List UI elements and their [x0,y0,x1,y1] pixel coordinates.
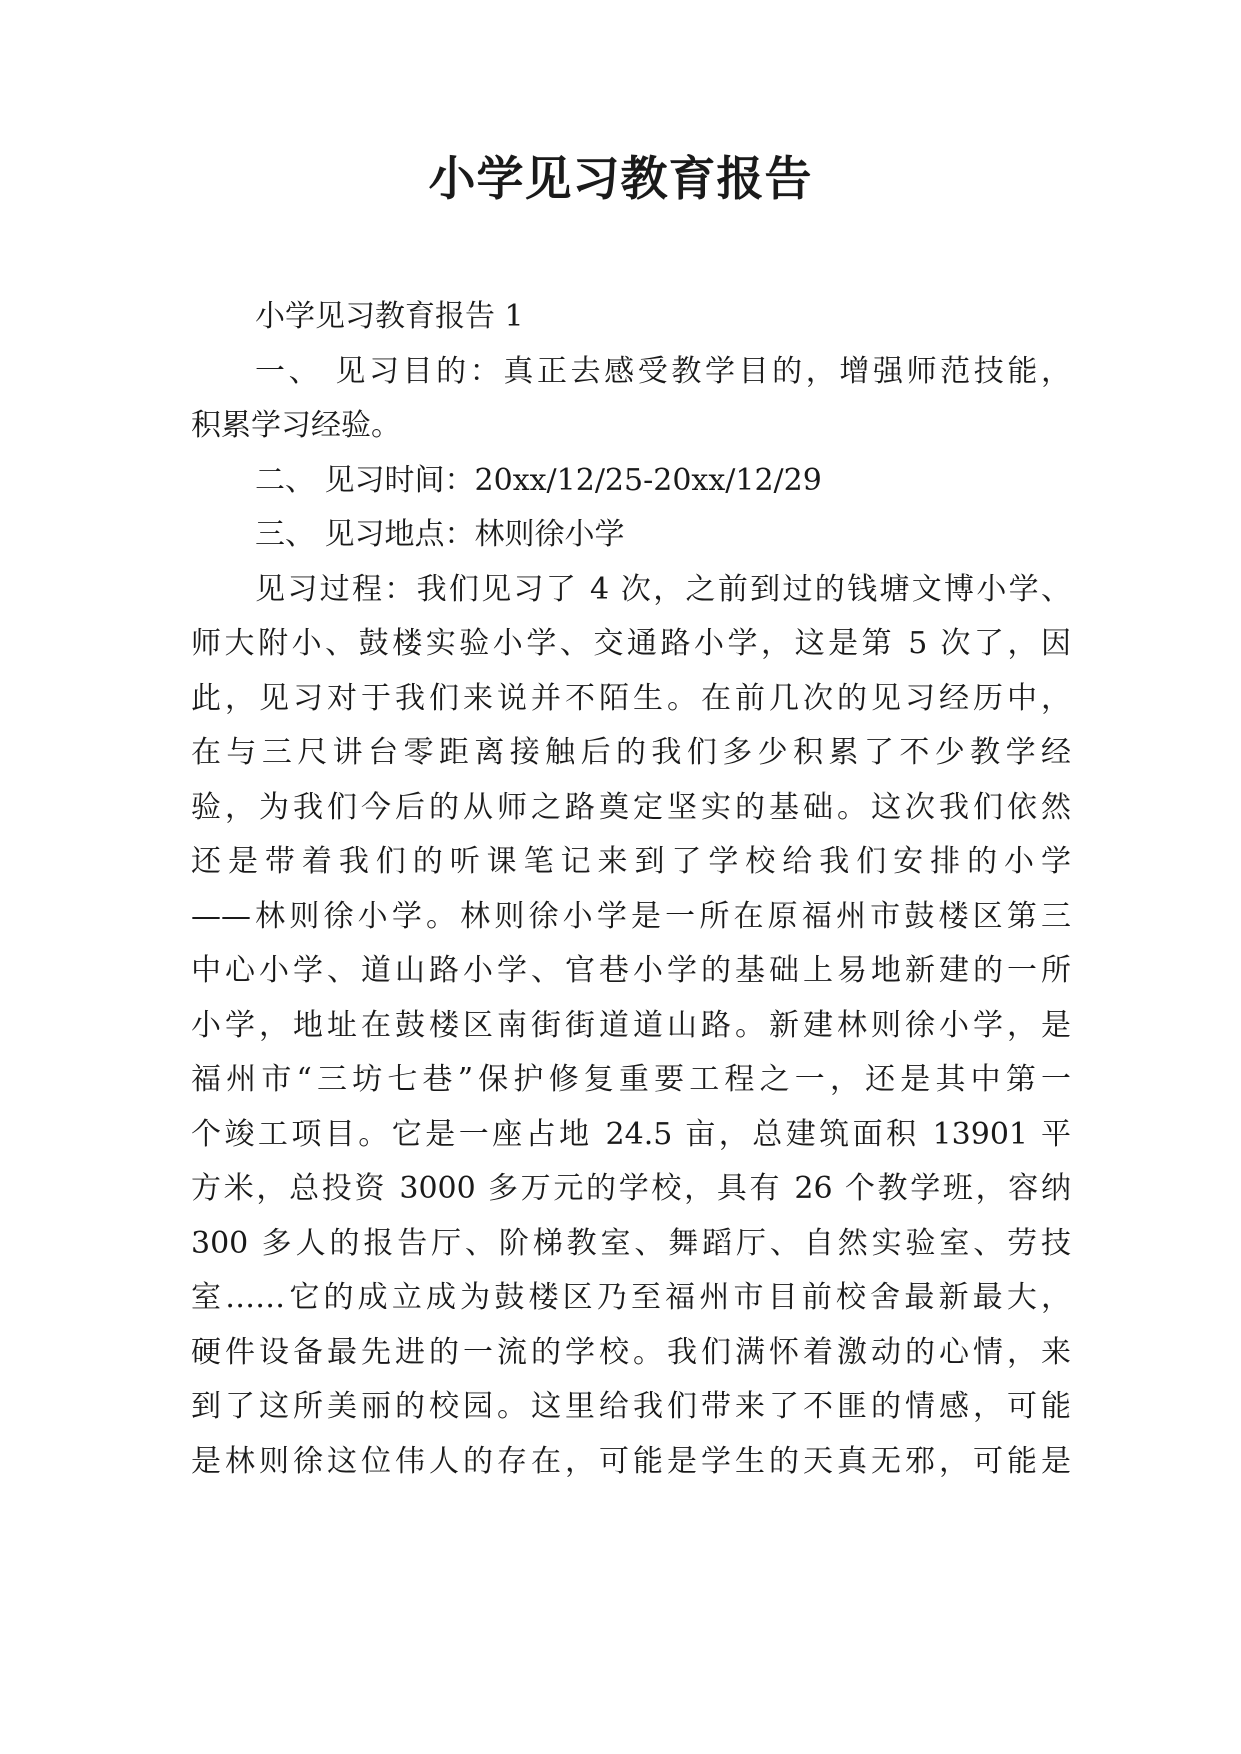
paragraph-line: 室……它的成立成为鼓楼区乃至福州市目前校舍最新最大， [191,1280,1071,1315]
paragraph-line: 方米，总投资 3000 多万元的学校，具有 26 个教学班，容纳 [191,1171,1071,1206]
paragraph-line: 三、 见习地点：林则徐小学 [255,517,625,552]
paragraph-line: 300 多人的报告厅、阶梯教室、舞蹈厅、自然实验室、劳技 [191,1225,1071,1261]
paragraph-line: 个竣工项目。它是一座占地 24.5 亩，总建筑面积 13901 平 [191,1116,1071,1152]
paragraph-line: 一、 见习目的：真正去感受教学目的，增强师范技能， [255,353,1071,389]
paragraph-line: 二、 见习时间：20xx/12/25-20xx/12/29 [255,462,822,498]
paragraph-line: 是林则徐这位伟人的存在，可能是学生的天真无邪，可能是 [191,1443,1071,1479]
paragraph-line: 验，为我们今后的从师之路奠定坚实的基础。这次我们依然 [191,789,1071,825]
paragraph-line: 此，见习对于我们来说并不陌生。在前几次的见习经历中， [191,680,1071,716]
document-title: 小学见习教育报告 [428,152,813,207]
paragraph-line: 在与三尺讲台零距离接触后的我们多少积累了不少教学经 [191,735,1071,770]
paragraph-line: 硬件设备最先进的一流的学校。我们满怀着激动的心情，来 [191,1334,1071,1370]
paragraph-line: 小学，地址在鼓楼区南街街道道山路。新建林则徐小学，是 [191,1007,1071,1043]
paragraph-line: 中心小学、道山路小学、官巷小学的基础上易地新建的一所 [191,953,1071,988]
paragraph-line: 见习过程：我们见习了 4 次，之前到过的钱塘文博小学、 [255,571,1071,607]
paragraph-line: 师大附小、鼓楼实验小学、交通路小学，这是第 5 次了，因 [191,626,1071,661]
paragraph-line: 到了这所美丽的校园。这里给我们带来了不匪的情感，可能 [191,1389,1071,1424]
document-body [191,290,1071,1489]
section-heading: 小学见习教育报告 1 [255,299,524,334]
paragraph-line: 积累学习经验。 [191,408,401,443]
paragraph-line: 还是带着我们的听课笔记来到了学校给我们安排的小学 [191,844,1071,879]
paragraph-line: 福州市“三坊七巷”保护修复重要工程之一，还是其中第一 [191,1062,1071,1097]
paragraph-line: ——林则徐小学。林则徐小学是一所在原福州市鼓楼区第三 [191,898,1071,934]
